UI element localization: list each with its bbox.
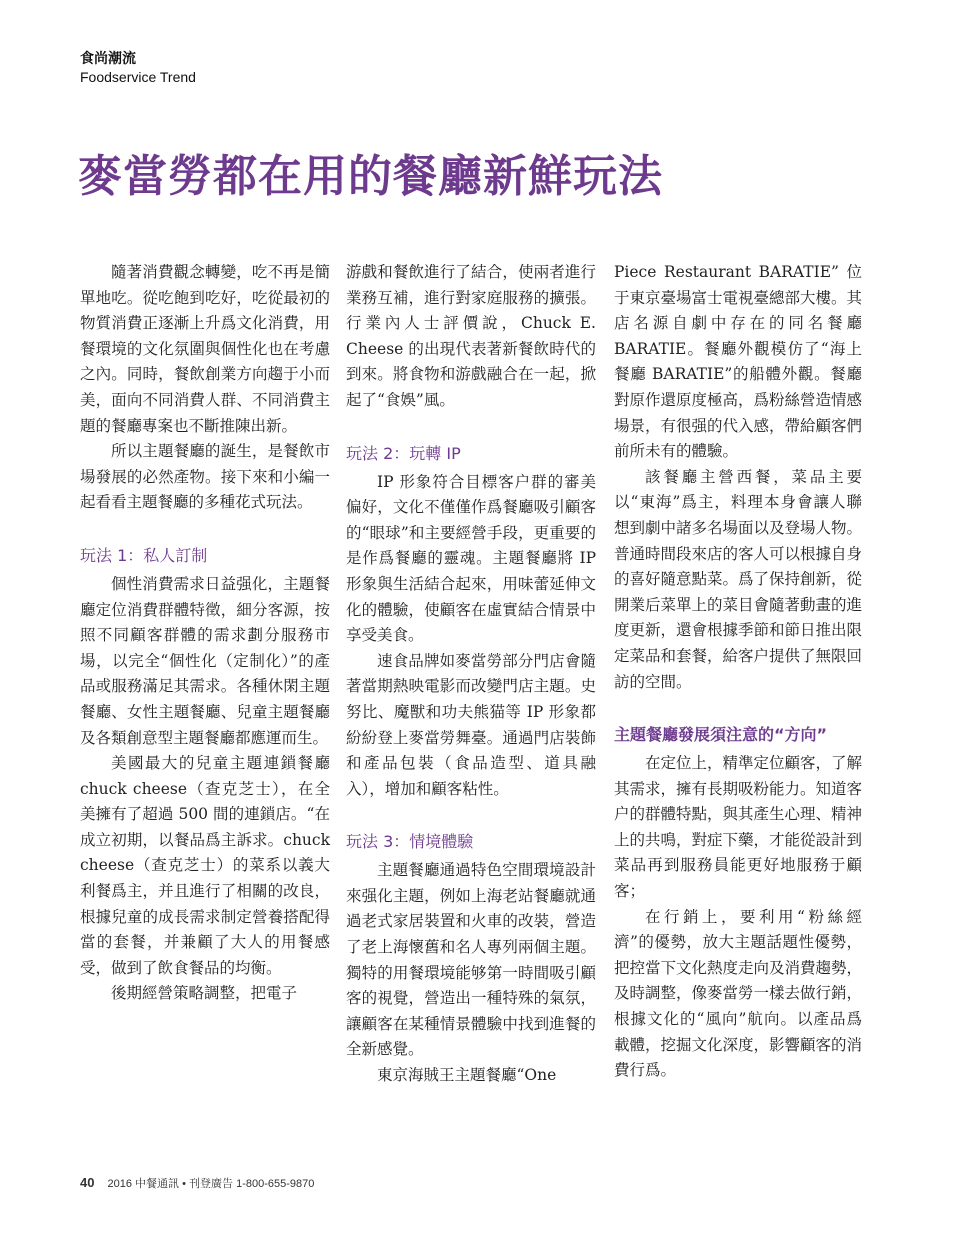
paragraph: 後期經營策略調整，把電子 — [111, 984, 298, 1003]
article-title: 麥當勞都在用的餐廳新鮮玩法 — [78, 151, 663, 202]
paragraph: 東京海賊王主題餐廳“One — [377, 1066, 557, 1085]
footer-text: 2016 中餐通訊 • 刊登廣告 1-800-655-9870 — [107, 1178, 315, 1190]
paragraph: 所以主題餐廳的誕生，是餐飲市場發展的必然產物。接下來和小編一起看看主題餐廳的多種花式玩法。 — [80, 442, 330, 512]
paragraph: 隨著消費觀念轉變，吃不再是簡單地吃。從吃飽到吃好，吃從最初的物質消費正逐漸上升爲文化消費，用餐環境的文化氛圍與個性化也在考慮之內。同時，餐飲創業方向趨于小而美，面向不同消費人群、不同消費主題的餐廳專案也不斷推陳出新。 — [80, 263, 330, 435]
paragraph: 美國最大的兒童主題連鎖餐廳 chuck cheese（查克芝士），在全美擁有了超過 500 間的連鎖店。“在成立初期，以餐品爲主訴求。chuck cheese（查克芝士）的菜系以義大利餐爲主，并且進行了相關的改良，根據兒童的成長需求制定營養搭配得當的套餐，并兼顧了大人的用餐感受，做到了飲食餐品的均衡。 — [80, 754, 330, 977]
subheading: 玩法 2：玩轉 IP — [346, 443, 461, 463]
paragraph: 游戲和餐飲進行了結合，使兩者進行業務互補，進行對家庭服務的擴張。行業內人士評價說，Chuck E. Cheese 的出現代表著新餐飲時代的到來。將食物和游戲融合在一起，掀起了“食娛”風。 — [346, 263, 596, 409]
paragraph: Piece Restaurant BARATIE” 位于東京臺場富士電視臺總部大樓。其店名源自劇中存在的同名餐廳 BARATIE。餐廳外觀模仿了“海上餐廳 BARATIE”的船體外觀。餐廳對原作還原度極高，爲粉絲營造情感場景，有很强的代入感，帶給顧客們前所未有的體驗。 — [614, 263, 863, 461]
page-number: 40 — [80, 1175, 95, 1190]
paragraph: 該餐廳主營西餐，菜品主要以“東海”爲主，料理本身會讓人聯想到劇中諸多名場面以及登場人物。普通時間段來店的客人可以根據自身的喜好隨意點菜。爲了保持創新，從開業后菜單上的菜目會隨著動畫的進度更新，還會根據季節和節日推出限定菜品和套餐，給客户提供了無限回訪的空間。 — [614, 467, 863, 691]
page-footer — [80, 1175, 314, 1191]
paragraph: 速食品牌如麥當勞部分門店會隨著當期熱映電影而改變門店主題。史努比、魔獸和功夫熊猫等 IP 形象都紛紛登上麥當勞舞臺。通過門店裝飾和產品包裝（食品造型、道具融入），增加和顧客粘性。 — [346, 651, 596, 798]
paragraph: IP 形象符合目標客户群的審美偏好，文化不僅僅作爲餐廳吸引顧客的“眼球”和主要經營手段，更重要的是作爲餐廳的靈魂。主題餐廳將 IP 形象與生活結合起來，用味蕾延伸文化的體驗，使顧客在虛實結合情景中享受美食。 — [346, 472, 596, 645]
section-label-en: Foodservice Trend — [80, 69, 196, 85]
column-1 — [80, 260, 330, 1007]
subheading: 主題餐廳發展須注意的“方向” — [614, 725, 828, 745]
paragraph: 在定位上，精準定位顧客，了解其需求，擁有長期吸粉能力。知道客户的群體特點，與其產生心理、精神上的共鳴，對症下藥，才能從設計到菜品再到服務員能更好地服務于顧客； — [614, 754, 863, 901]
section-header — [80, 50, 196, 86]
column-2 — [346, 260, 596, 1089]
column-3 — [614, 260, 862, 1084]
paragraph: 在行銷上，要利用“粉絲經濟”的優勢，放大主題話題性優勢，把控當下文化熱度走向及消費趨勢，及時調整，像麥當勞一樣去做行銷，根據文化的“風向”航向。以產品爲載體，挖掘文化深度，影響顧客的消費行爲。 — [614, 907, 863, 1080]
subheading: 玩法 1：私人訂制 — [80, 545, 208, 565]
paragraph: 個性消費需求日益强化，主題餐廳定位消費群體特徵，細分客源，按照不同顧客群體的需求劃分服務市場，以完全“個性化（定制化）”的產品或服務滿足其需求。各種休閑主題餐廳、女性主題餐廳、兒童主題餐廳及各類創意型主題餐廳都應運而生。 — [80, 574, 330, 747]
section-label-zh: 食尚潮流 — [80, 51, 136, 67]
paragraph: 主題餐廳通過特色空間環境設計來强化主題，例如上海老站餐廳就通過老式家居裝置和火車的改裝，營造了老上海懷舊和名人專列兩個主題。獨特的用餐環境能够第一時間吸引顧客的視覺，營造出一種特殊的氣氛，讓顧客在某種情景體驗中找到進餐的全新感覺。 — [346, 861, 596, 1059]
subheading: 玩法 3：情境體驗 — [346, 832, 474, 852]
